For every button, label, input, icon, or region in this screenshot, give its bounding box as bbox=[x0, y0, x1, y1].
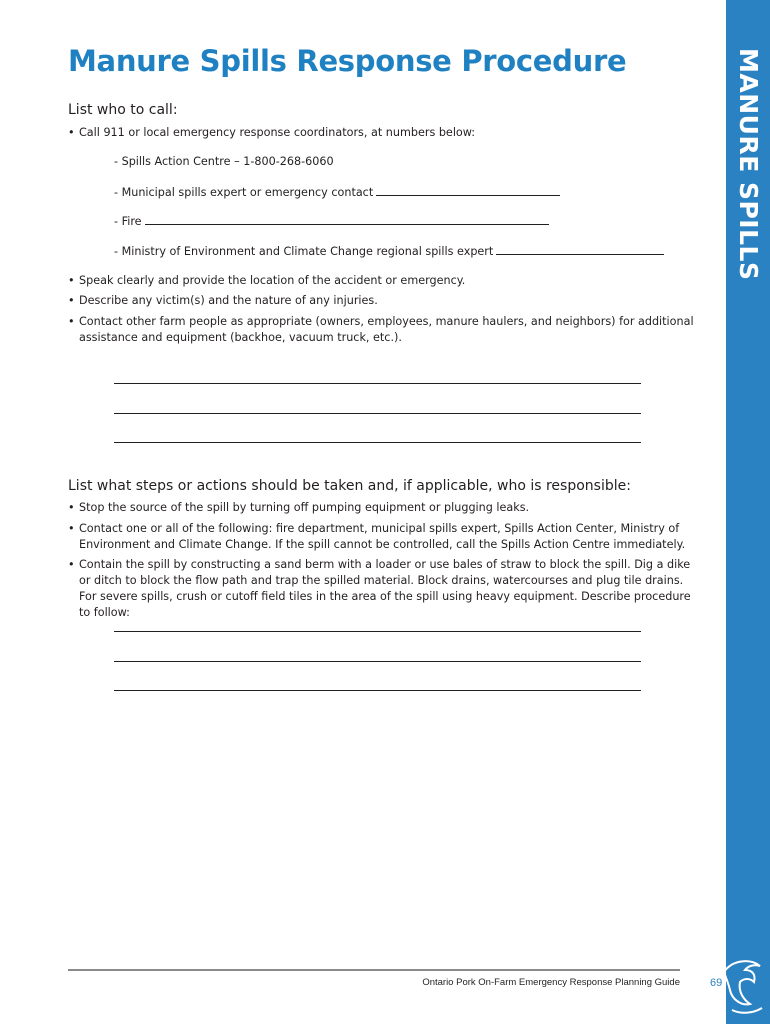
bullet-describe-victims: • Describe any victim(s) and the nature of any injuries. bbox=[68, 293, 698, 309]
contact-fire bbox=[114, 214, 549, 228]
blank-procedure-line[interactable] bbox=[114, 631, 641, 632]
blank-response-line[interactable] bbox=[114, 413, 641, 414]
contact-municipal-spills-expert bbox=[114, 185, 560, 199]
section-heading-steps: List what steps or actions should be taken and, if applicable, who is responsible: bbox=[68, 478, 631, 494]
contact-label: - Ministry of Environment and Climate Change regional spills expert bbox=[114, 245, 494, 258]
bullet-contact-farm-people: • Contact other farm people as appropriate (owners, employees, manure haulers, and neighbors) for additional assistance and equipment (backhoe, vacuum truck, etc.). bbox=[68, 314, 698, 346]
blank-response-line[interactable] bbox=[114, 383, 641, 384]
blank-procedure-line[interactable] bbox=[114, 690, 641, 691]
contact-label: - Municipal spills expert or emergency contact bbox=[114, 186, 374, 199]
contact-label: - Fire bbox=[114, 215, 142, 228]
page-title: Manure Spills Response Procedure bbox=[68, 44, 627, 78]
fill-in-blank[interactable] bbox=[376, 185, 560, 196]
bullet-call-911: • Call 911 or local emergency response coordinators, at numbers below: bbox=[68, 125, 698, 141]
footer-rule bbox=[68, 969, 680, 971]
fill-in-blank[interactable] bbox=[496, 244, 664, 255]
side-tab-label: MANURE SPILLS bbox=[734, 48, 763, 281]
bullet-stop-source: • Stop the source of the spill by turning off pumping equipment or plugging leaks. bbox=[68, 500, 698, 516]
page-number: 69 bbox=[710, 977, 723, 989]
bullet-speak-clearly: • Speak clearly and provide the location of the accident or emergency. bbox=[68, 273, 698, 289]
contact-spills-action-centre bbox=[114, 155, 334, 168]
bullet-contain-spill: • Contain the spill by constructing a sand berm with a loader or use bales of straw to block the spill. Dig a dike or ditch to block the flow path and trap the spilled material. Block drains, watercourses and plug tile drains. For severe spills, crush or cutoff field tiles in the area of the spill using heavy equipment. Describe procedure to follow: bbox=[68, 557, 698, 621]
blank-procedure-line[interactable] bbox=[114, 661, 641, 662]
contact-label: - Spills Action Centre – 1-800-268-6060 bbox=[114, 155, 334, 168]
contact-ministry-spills-expert bbox=[114, 244, 664, 258]
fill-in-blank[interactable] bbox=[145, 214, 549, 225]
bullet-contact-agencies: • Contact one or all of the following: fire department, municipal spills expert, Spills Action Center, Ministry of Environment and Climate Change. If the spill cannot be controlled, call the Spills Action Centre immediately. bbox=[68, 521, 698, 553]
section-heading-who-to-call: List who to call: bbox=[68, 102, 178, 118]
footer-guide-title: Ontario Pork On-Farm Emergency Response Planning Guide bbox=[422, 977, 680, 988]
blank-response-line[interactable] bbox=[114, 442, 641, 443]
